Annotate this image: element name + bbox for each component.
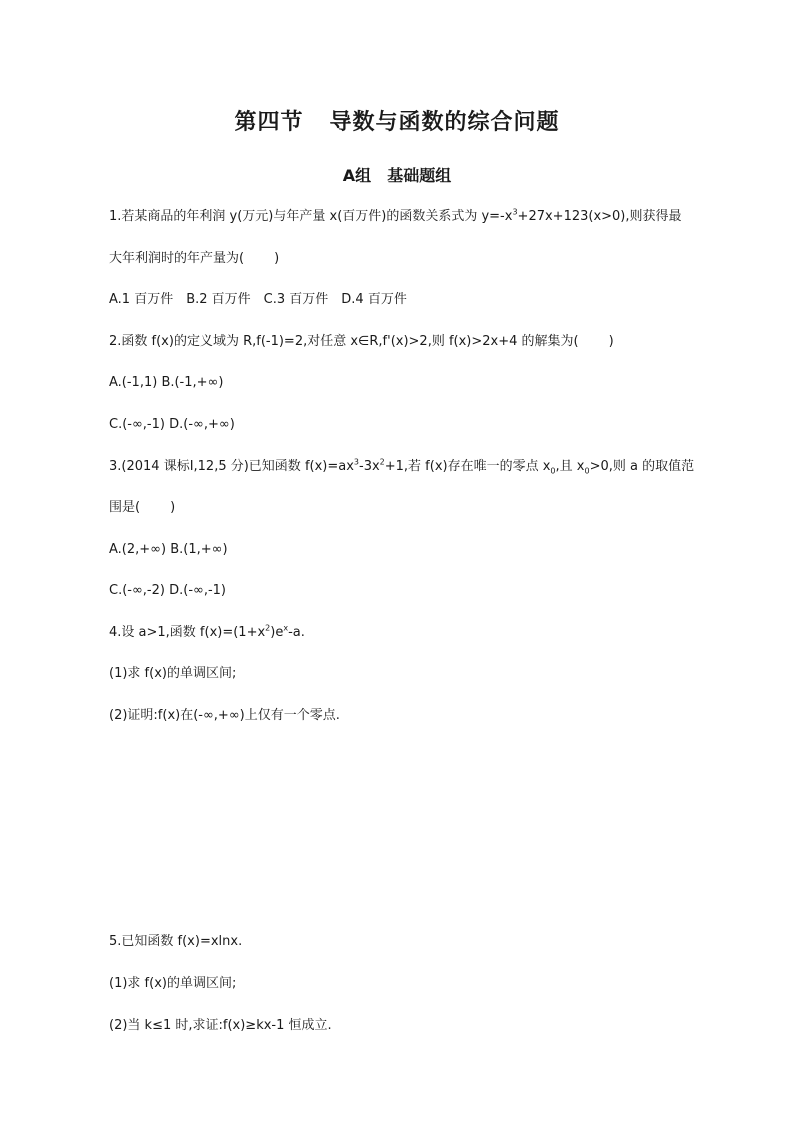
q4-part2: (2)证明:f(x)在(-∞,+∞)上仅有一个零点. — [109, 708, 340, 723]
group-name: 基础题组 — [387, 166, 452, 185]
q2-stem: 2.函数 f(x)的定义域为 R,f(-1)=2,对任意 x∈R,f'(x)>2,则 f(x)>2x+4 的解集为( ) — [109, 334, 614, 349]
q5-stem: 5.已知函数 f(x)=xlnx. — [109, 934, 243, 949]
q1-stem-line2: 大年利润时的年产量为( ) — [109, 251, 280, 266]
q3-options-cd: C.(-∞,-2) D.(-∞,-1) — [109, 583, 226, 598]
q3-options-ab: A.(2,+∞) B.(1,+∞) — [109, 542, 228, 557]
q2-options-cd: C.(-∞,-1) D.(-∞,+∞) — [109, 417, 235, 432]
q3-stem-line1: 3.(2014 课标Ⅰ,12,5 分)已知函数 $f(x)=ax^3-3x^2+1$,若 f(x)存在唯一的零点 $x_0$,且 $x_0>0$,则 a 的取值范 — [109, 457, 695, 476]
q4-stem: 4.设 a>1,函数 $f(x)=(1+x^2)e^x-a$. — [109, 623, 305, 640]
group-label: A组 — [342, 166, 372, 185]
section-number: 第四节 — [234, 110, 304, 135]
q3-stem-line2: 围是( ) — [109, 500, 176, 515]
q1-stem-line1: 1.若某商品的年利润 y(万元)与年产量 x(百万件)的函数关系式为 $y=-x^3+27x+123(x>0)$,则获得最 — [109, 207, 682, 224]
group-heading — [0, 163, 794, 186]
q5-part2: (2)当 k≤1 时,求证:f(x)≥kx-1 恒成立. — [109, 1018, 332, 1033]
q5-part1: (1)求 f(x)的单调区间; — [109, 976, 237, 991]
q4-part1: (1)求 f(x)的单调区间; — [109, 666, 237, 681]
section-title: 导数与函数的综合问题 — [329, 110, 560, 135]
q1-options: A.1 百万件 B.2 百万件 C.3 百万件 D.4 百万件 — [109, 292, 407, 307]
q2-options-ab: A.(-1,1) B.(-1,+∞) — [109, 375, 224, 390]
page-title — [0, 105, 794, 136]
